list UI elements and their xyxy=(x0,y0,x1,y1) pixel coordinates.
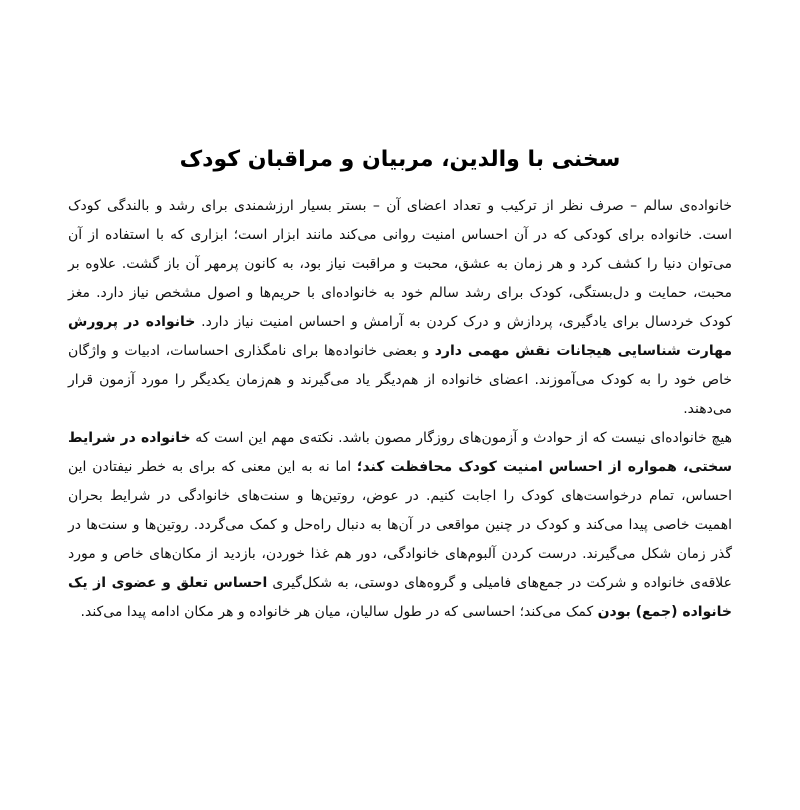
paragraph-2-bold-emphasis-1: خانواده در شرایط سختی، همواره از احساس امنیت کودک محافظت کند؛ xyxy=(68,430,732,475)
paragraph-2 xyxy=(68,424,732,627)
paragraph-2-text: هیچ خانواده‌ای نیست که از حوادث و آزمون‌های روزگار مصون باشد. نکته‌ی مهم این است که xyxy=(190,430,732,446)
document-page xyxy=(68,140,732,627)
paragraph-2-text-end: کمک می‌کند؛ احساسی که در طول سالیان، میان هر خانواده و هر مکان ادامه پیدا می‌کند. xyxy=(80,604,598,620)
paragraph-1-text-end: و بعضی خانواده‌ها برای نامگذاری احساسات، ادبیات و واژگان خاص خود را به کودک می‌آموزند. اعضای خانواده از هم‌دیگر یاد می‌گیرند و هم‌زمان یکدیگر را مورد آزمون قرار می‌دهند. xyxy=(68,343,732,417)
paragraph-2-text-middle: اما نه به این معنی که برای به خطر نیفتادن این احساس، تمام درخواست‌های کودک را اجابت کنیم. در عوض، روتین‌ها و سنت‌های خانوادگی در شرایط بحران اهمیت خاصی پیدا می‌کند و کودک در چنین مواقعی در آن‌ها به دنبال راه‌حل و کمک می‌گردد. روتین‌ها و سنت‌ها در گذر زمان شکل می‌گیرند. درست کردن آلبوم‌های خانوادگی، دور هم غذا خوردن، بازدید از مکان‌های خاص و مورد علاقه‌ی خانواده و شرکت در جمع‌های فامیلی و گروه‌های دوستی، به شکل‌گیری xyxy=(68,459,732,591)
paragraph-1-text: خانواده‌ی سالم – صرف نظر از ترکیب و تعداد اعضای آن – بستر بسیار ارزشمندی برای رشد و بالندگی کودک است. خانواده برای کودکی که در آن احساس امنیت روانی می‌کند مانند ابزار است؛ ابزاری که با استفاده از آن می‌توان دنیا را کشف کرد و هر زمان به عشق، محبت و مراقبت نیاز بود، به کانون پرمهر آن باز گشت. علاوه بر محبت، حمایت و دل‌بستگی، کودک برای رشد سالم خود به خانواده‌ای با حریم‌ها و اصول مشخص نیاز دارد. مغز کودک خردسال برای یادگیری، پردازش و درک کردن به آرامش و احساس امنیت نیاز دارد. xyxy=(68,198,733,330)
paragraph-2-bold-emphasis-2: احساس تعلق و عضوی از یک خانواده (جمع) بودن xyxy=(68,575,732,620)
page-title: سخنی با والدین، مربیان و مراقبان کودک xyxy=(179,147,621,172)
paragraph-1 xyxy=(68,192,732,424)
paragraph-1-bold-emphasis: خانواده در پرورش مهارت شناسایی هیجانات نقش مهمی دارد xyxy=(68,314,732,359)
